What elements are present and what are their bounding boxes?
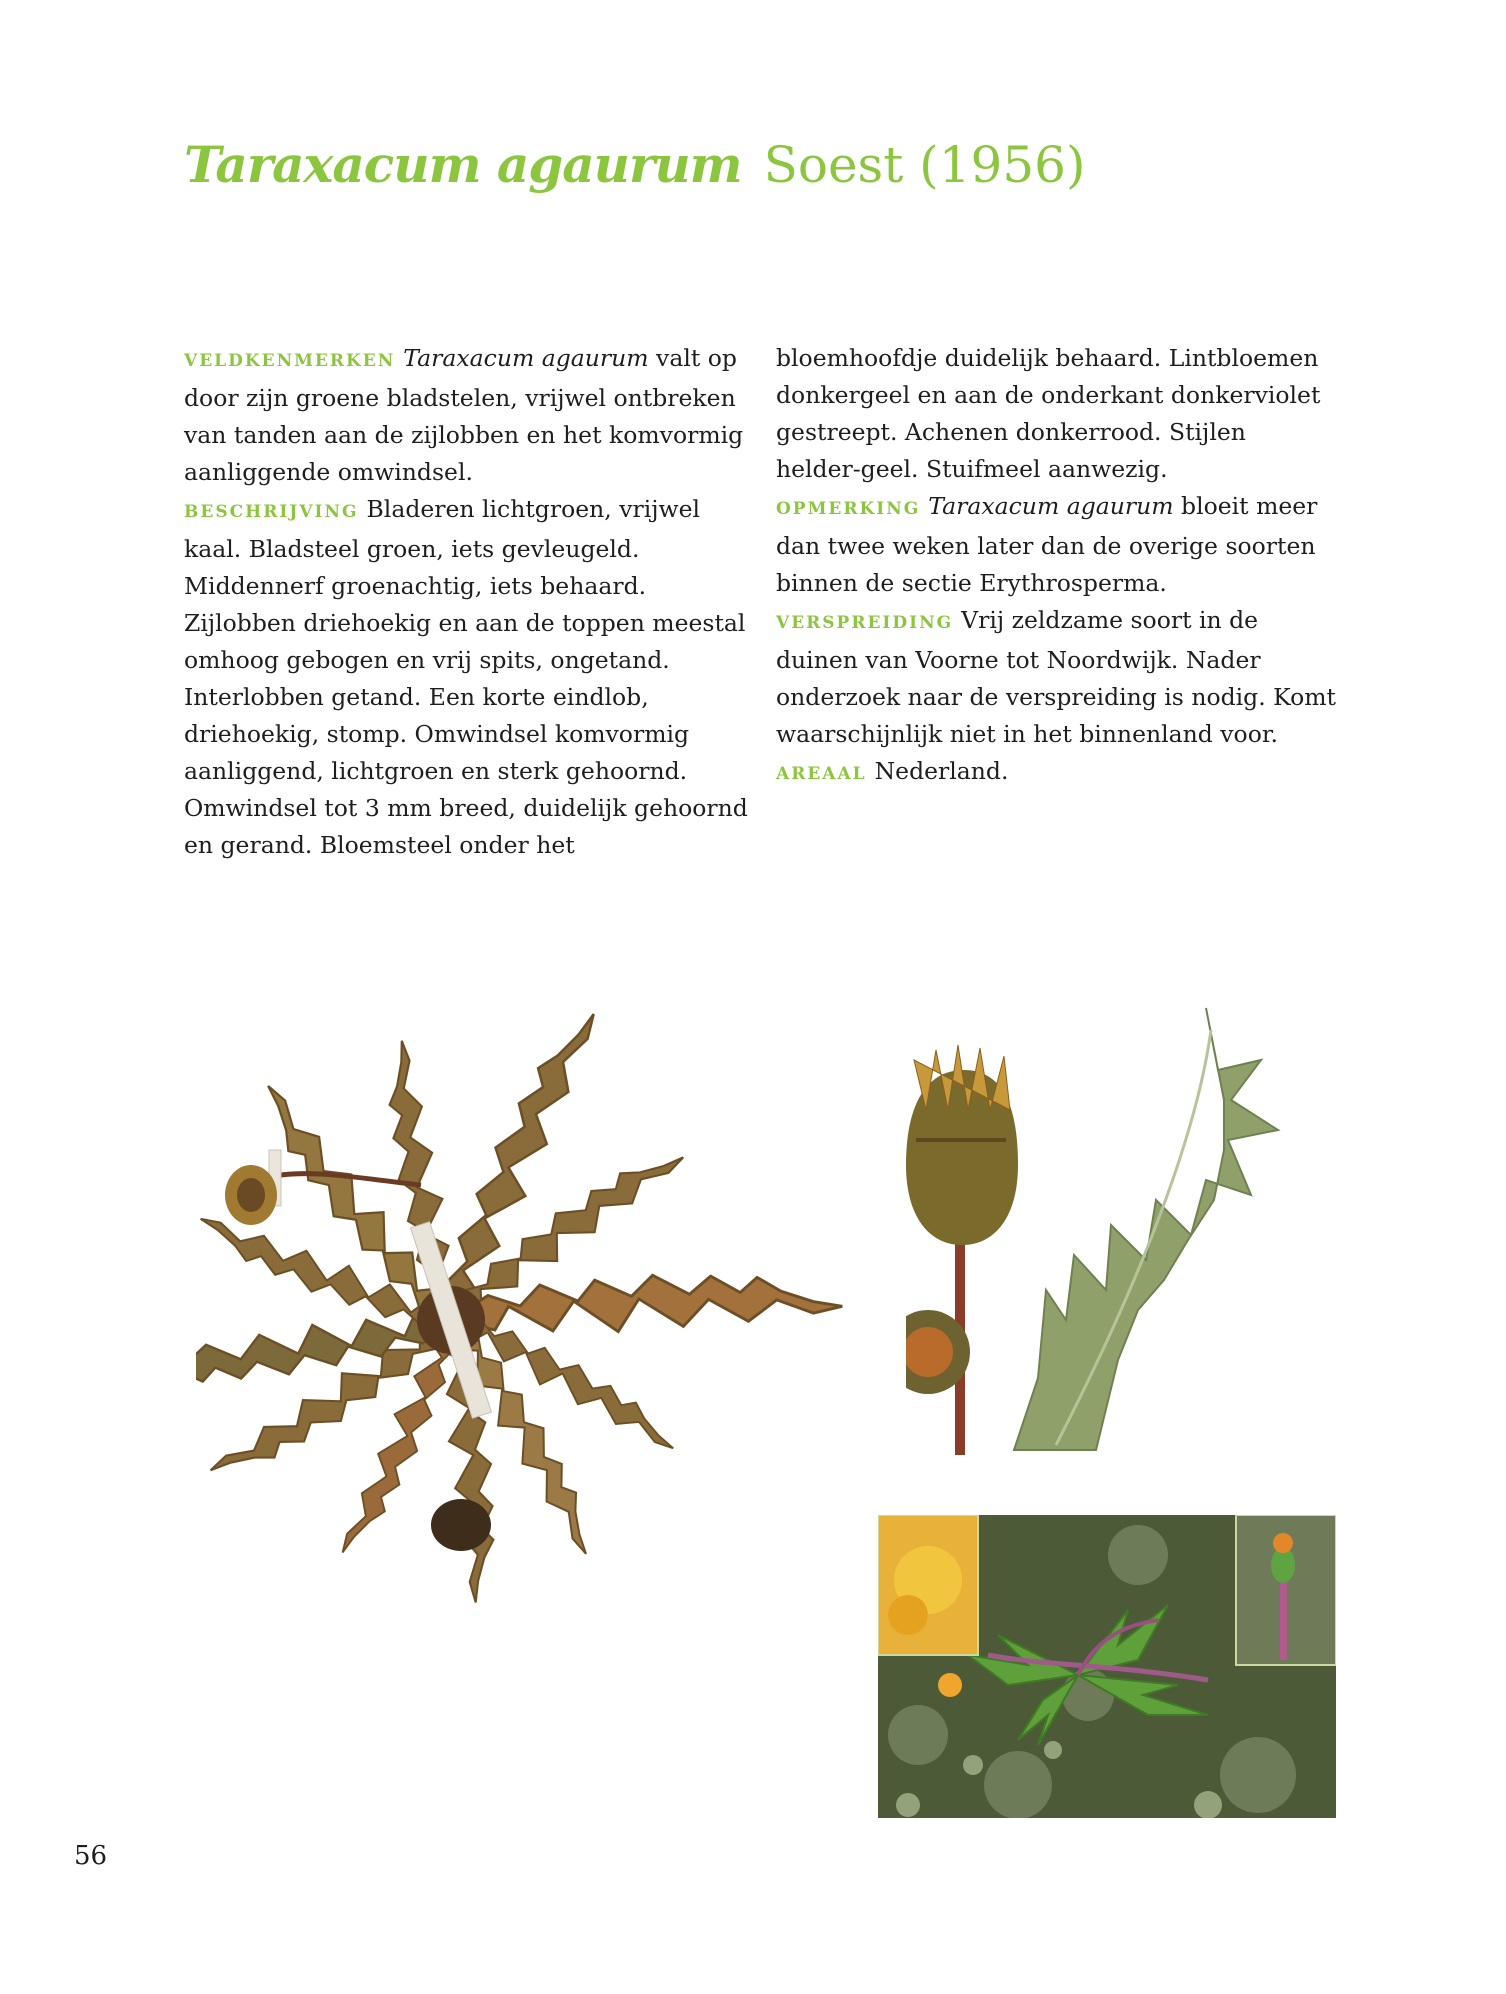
paragraph-text: valt op door zijn groene bladstelen, vrijwel ontbreken van tanden aan de zijlobben en het komvormig aanliggende omwindsel. — [184, 344, 744, 486]
specimen-origin: Soest (1956) — [763, 136, 1086, 194]
herbarium-rosette-image — [196, 990, 846, 1630]
paragraph-text: Vrij zeldzame soort in de duinen van Voorne tot Noordwijk. Nader onderzoek naar de verspreiding is nodig. Komt waarschijnlijk niet in het binnenland voor. — [776, 606, 1336, 748]
paragraph-text: Nederland. — [874, 757, 1009, 785]
section-label: BESCHRIJVING — [184, 502, 359, 522]
paragraph — [776, 488, 1336, 602]
paragraph-text: Bladeren lichtgroen, vrijwel kaal. Bladsteel groen, iets gevleugeld. Middennerf groenachtig, iets behaard. Zijlobben driehoekig en aan de toppen meestal omhoog gebogen en vrij spits, ongetand. Interlobben getand. Een korte eindlob, driehoekig, stomp. Omwindsel komvormig aanliggend, lichtgroen en sterk gehoornd. Omwindsel tot 3 mm breed, duidelijk gehoornd en gerand. Bloemsteel onder het — [184, 495, 748, 859]
field-photo-image — [878, 1515, 1336, 1818]
text-column-right — [776, 340, 1336, 793]
section-label: OPMERKING — [776, 499, 921, 519]
text-column-left — [184, 340, 764, 864]
section-label: VERSPREIDING — [776, 613, 954, 633]
paragraph-text: bloeit meer dan twee weken later dan de overige soorten binnen de sectie Erythrosperma. — [776, 492, 1318, 597]
flower-and-leaf-image — [906, 990, 1342, 1470]
section-label: AREAAL — [776, 764, 867, 784]
page-title — [184, 128, 1085, 202]
paragraph — [776, 340, 1336, 488]
paragraph — [776, 602, 1336, 753]
species-reference: Taraxacum agaurum — [928, 492, 1174, 520]
paragraph-text: bloemhoofdje duidelijk behaard. Lintbloemen donkergeel en aan de onderkant donkerviolet gestreept. Achenen donkerrood. Stijlen helder-geel. Stuifmeel aanwezig. — [776, 344, 1321, 483]
paragraph — [776, 753, 1336, 793]
species-name: Taraxacum agaurum — [184, 135, 742, 194]
section-label: VELDKENMERKEN — [184, 351, 396, 371]
page-number: 56 — [74, 1841, 108, 1871]
paragraph — [184, 491, 764, 864]
species-reference: Taraxacum agaurum — [403, 344, 649, 372]
paragraph — [184, 340, 764, 491]
